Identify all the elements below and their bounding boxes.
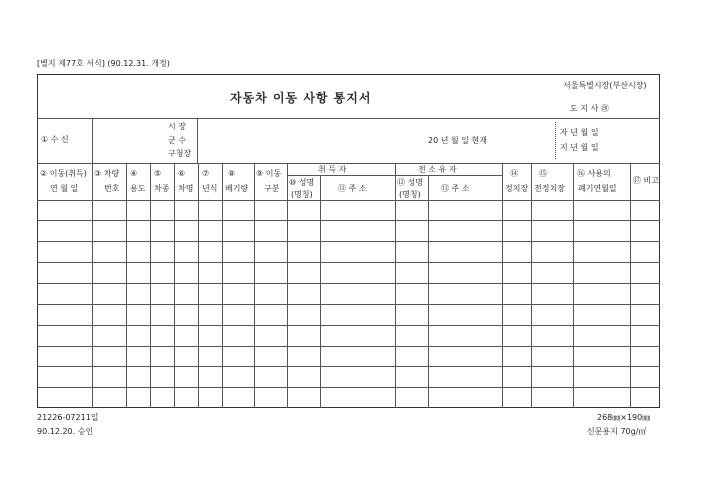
header-acquirer: 취 득 자 (318, 165, 347, 174)
header-move-date-2: 연 월 일 (50, 184, 79, 193)
row-line (37, 220, 660, 221)
column-divider (531, 163, 532, 408)
header-usage-2: 용도 (130, 184, 146, 193)
header-prev-name-1: ⑫ 성명 (397, 178, 423, 187)
recipient-divider (197, 118, 198, 163)
footer-paper: 신문용지 70g/㎡ (587, 427, 647, 436)
header-cc-1: ⑧ (228, 169, 236, 178)
header-type-1: ⑤ (154, 169, 162, 178)
row-line (37, 346, 660, 347)
header-vehicle-no-2: 번호 (104, 184, 120, 193)
header-remarks: ⑰ 비고 (633, 176, 659, 185)
row-line (37, 262, 660, 263)
form-title: 자동차 이동 사항 통지서 (230, 91, 372, 105)
footer-size: 268㎜×190㎜ (597, 413, 651, 422)
header-prev-name-2: (명칭) (399, 190, 421, 199)
header-usage-1: ④ (130, 169, 138, 178)
row-line (37, 304, 660, 305)
column-divider (630, 163, 631, 408)
header-prev-storage-2: 전정치장 (534, 184, 565, 193)
column-divider (150, 163, 151, 408)
recipient-mayor: 시 장 (168, 122, 186, 131)
column-divider (174, 163, 175, 408)
header-disposal-1: ⑯ 사용의 (577, 169, 611, 178)
row-line (37, 387, 660, 388)
form-reference: [별지 제77호 서식] (90.12.31. 개정) (37, 59, 170, 68)
column-divider (198, 163, 199, 408)
period-from: 자 년 월 일 (560, 128, 599, 137)
header-move-type-2: 구분 (264, 184, 280, 193)
header-type-2: 차종 (154, 184, 170, 193)
header-year-1: ⑦ (202, 169, 210, 178)
header-move-type-1: ⑨ 이동 (256, 169, 282, 178)
footer-approved: 90.12.20. 승인 (37, 427, 94, 436)
header-disposal-2: 폐기연월일 (578, 184, 617, 193)
row-line (37, 366, 660, 367)
header-storage-1: ⑭ (510, 169, 518, 178)
header-acq-name-1: ⑩ 성명 (289, 178, 315, 187)
header-name-2: 차명 (178, 184, 194, 193)
recipient-label: ① 수 신 (41, 135, 69, 144)
header-acq-name-2: (명칭) (291, 190, 313, 199)
column-divider (502, 163, 503, 408)
current-date: 20 년 월 일 현재 (428, 136, 487, 145)
header-storage-2: 정치장 (505, 184, 529, 193)
divider-column-header (37, 200, 660, 201)
divider-header (37, 118, 660, 119)
issuer: 서울특별시장(부산시장) (563, 81, 647, 90)
header-prev-storage-1: ⑮ (539, 169, 547, 178)
column-divider (428, 175, 429, 408)
governor-seal: 도 지 사 ㊞ (570, 104, 609, 113)
header-prev-owner: 전 소 유 자 (418, 165, 457, 174)
column-divider (254, 163, 255, 408)
row-line (37, 241, 660, 242)
header-acq-addr: ⑪ 주 소 (338, 184, 367, 193)
footer-code: 21226-07211일 (37, 413, 99, 422)
column-divider (126, 163, 127, 408)
row-line (37, 325, 660, 326)
recipient-ward: 구청장 (168, 149, 192, 158)
header-move-date-1: ② 이동(취득) (40, 169, 87, 178)
column-divider (573, 163, 574, 408)
divider-recipient (37, 163, 660, 164)
recipient-divider (92, 118, 93, 163)
recipient-divider (555, 122, 556, 159)
header-name-1: ⑥ (178, 169, 186, 178)
header-vehicle-no-1: ③ 차량 (94, 169, 120, 178)
recipient-county: 군 수 (168, 136, 186, 145)
column-divider (320, 175, 321, 408)
header-year-2: 년식 (202, 184, 218, 193)
column-divider (395, 163, 396, 408)
header-prev-addr: ⑬ 주 소 (441, 184, 470, 193)
column-divider (222, 163, 223, 408)
row-line (37, 283, 660, 284)
header-cc-2: 배기량 (225, 184, 249, 193)
period-to: 지 년 월 일 (560, 143, 599, 152)
column-divider (92, 163, 93, 408)
column-divider (287, 163, 288, 408)
